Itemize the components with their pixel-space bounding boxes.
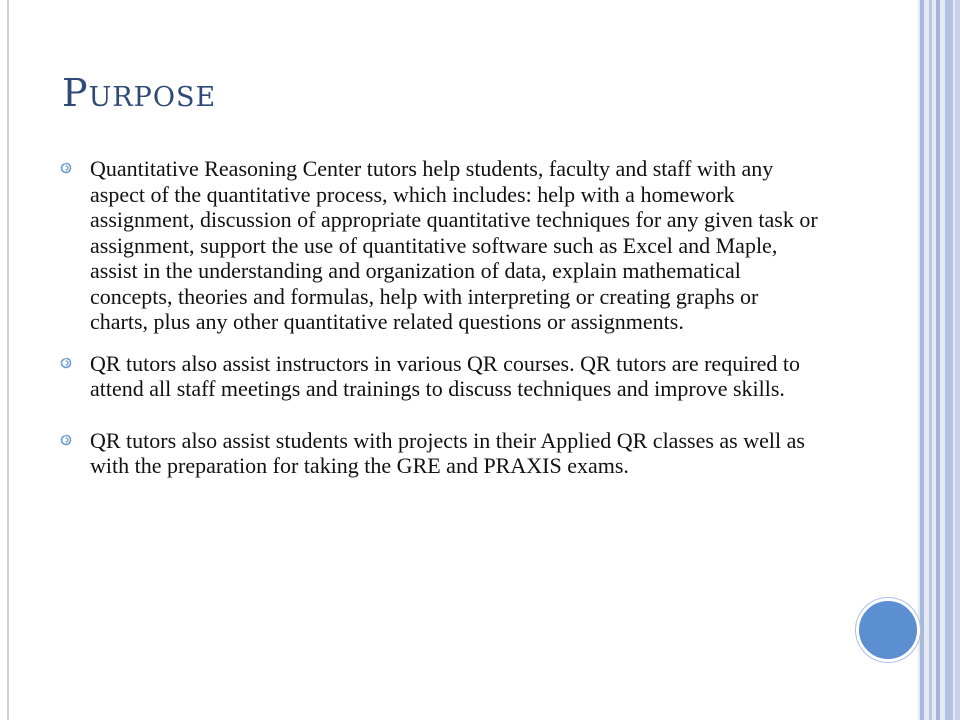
bullet-text: QR tutors also assist students with projects in their Applied QR classes as well as with the preparation for taking the GRE and PRAXIS exams.: [90, 427, 805, 478]
bullet-text: QR tutors also assist instructors in various QR courses. QR tutors are required to attend all staff meetings and trainings to discuss techniques and improve skills.: [90, 350, 801, 401]
bullet-item: [60, 351, 820, 402]
bullet-item: [60, 156, 820, 335]
decorative-stripe: [945, 0, 953, 720]
decorative-stripe: [920, 0, 924, 720]
left-border-rule: [7, 0, 9, 720]
curl-bullet-icon: [60, 162, 72, 174]
curl-bullet-icon: [60, 357, 72, 369]
curl-bullet-icon: [60, 434, 72, 446]
decorative-circle: [856, 598, 920, 662]
bullet-list: [60, 156, 820, 479]
decorative-stripe: [955, 0, 960, 720]
decorative-stripe: [929, 0, 932, 720]
bullet-item: [60, 428, 820, 479]
slide-title: Purpose: [62, 71, 217, 115]
decorative-stripe: [936, 0, 940, 720]
bullet-text: Quantitative Reasoning Center tutors help students, faculty and staff with any aspect of the quantitative process, which includes: help with a homework assignment, discussion of appropriate quantitative techniques for any given task or assignment, support the use of quantitative software such as Excel and Maple, assist in the understanding and organization of data, explain mathematical concepts, theories and formulas, help with interpreting or creating graphs or charts, plus any other quantitative related questions or assignments.: [90, 156, 818, 334]
